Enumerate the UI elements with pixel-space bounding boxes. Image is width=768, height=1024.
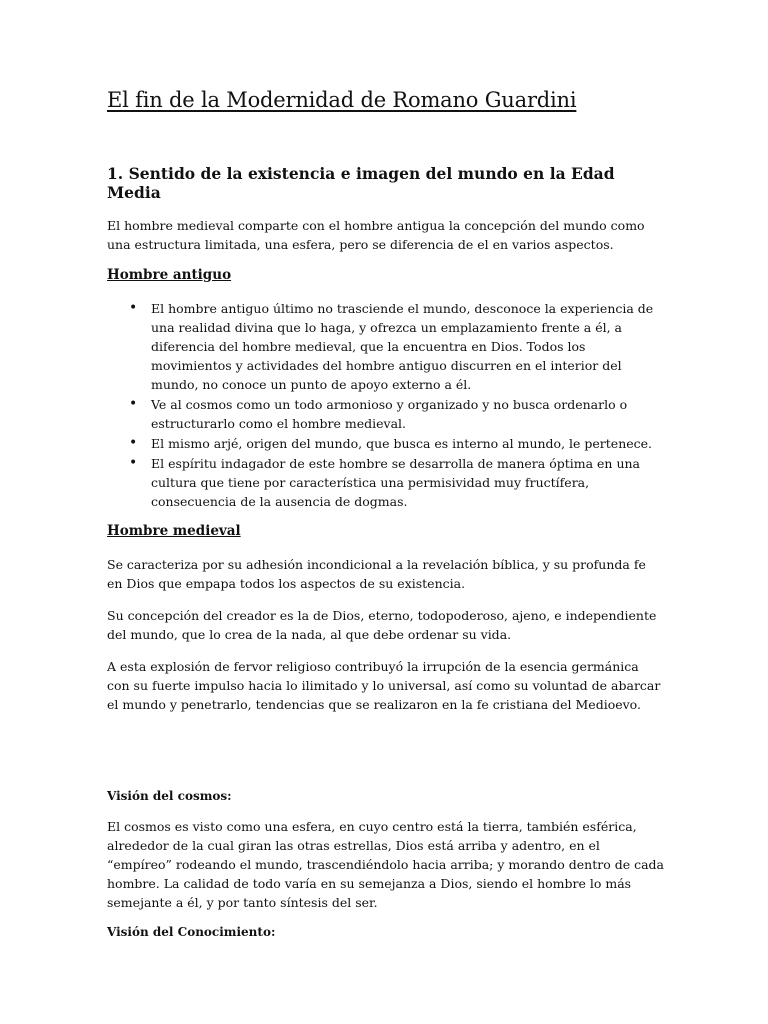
- spacer: [107, 727, 664, 789]
- bullet-item: • Ve al cosmos como un todo armonioso y organizado y no busca ordenarlo o estructurarlo como el hombre medieval.: [151, 395, 664, 433]
- subheading-vision-cosmos: Visión del cosmos:: [107, 789, 232, 803]
- bullet-list: [107, 299, 664, 511]
- document-title: El fin de la Modernidad de Romano Guardini: [107, 88, 577, 112]
- paragraph: Su concepción del creador es la de Dios, eterno, todopoderoso, ajeno, e independiente del mundo, que lo crea de la nada, al que debe ordenar su vida.: [107, 608, 657, 642]
- bullet-item: • El mismo arjé, origen del mundo, que busca es interno al mundo, le pertenece.: [151, 434, 664, 453]
- bullet-item: • El espíritu indagador de este hombre se desarrolla de manera óptima en una cultura que tiene por característica una permisividad muy fructífera, consecuencia de la ausencia de dogmas.: [151, 454, 664, 511]
- section-heading: 1. Sentido de la existencia e imagen del mundo en la Edad Media: [107, 164, 615, 202]
- subheading-hombre-medieval: Hombre medieval: [107, 523, 241, 539]
- bullet-item: • El hombre antiguo último no trasciende el mundo, desconoce la experiencia de una realidad divina que lo haga, y ofrezca un emplazamiento frente a él, a diferencia del hombre medieval, que la encuentra en Dios. Todos los movimientos y actividades del hombre antiguo discurren en el interior del mundo, no conoce un punto de apoyo externo a él.: [151, 299, 664, 394]
- subheading-vision-conocimiento: Visión del Conocimiento:: [107, 925, 276, 939]
- section-intro-paragraph: El hombre medieval comparte con el hombre antigua la concepción del mundo como una estructura limitada, una esfera, pero se diferencia de el en varios aspectos.: [107, 218, 645, 252]
- paragraph: A esta explosión de fervor religioso contribuyó la irrupción de la esencia germánica con su fuerte impulso hacia lo ilimitado y lo universal, así como su voluntad de abarcar el mundo y penetrarlo, tendencias que se realizaron en la fe cristiana del Medioevo.: [107, 659, 661, 712]
- paragraph: El cosmos es visto como una esfera, en cuyo centro está la tierra, también esférica, alrededor de la cual giran las otras estrellas, Dios está arriba y adentro, en el “empíreo” rodeando el mundo, trascendiéndolo hacia arriba; y morando dentro de cada hombre. La calidad de todo varía en su semejanza a Dios, siendo el hombre lo más semejante a él, y por tanto síntesis del ser.: [107, 819, 664, 910]
- subheading-hombre-antiguo: Hombre antiguo: [107, 267, 232, 283]
- paragraph: Se caracteriza por su adhesión incondicional a la revelación bíblica, y su profunda fe en Dios que empapa todos los aspectos de su existencia.: [107, 557, 646, 591]
